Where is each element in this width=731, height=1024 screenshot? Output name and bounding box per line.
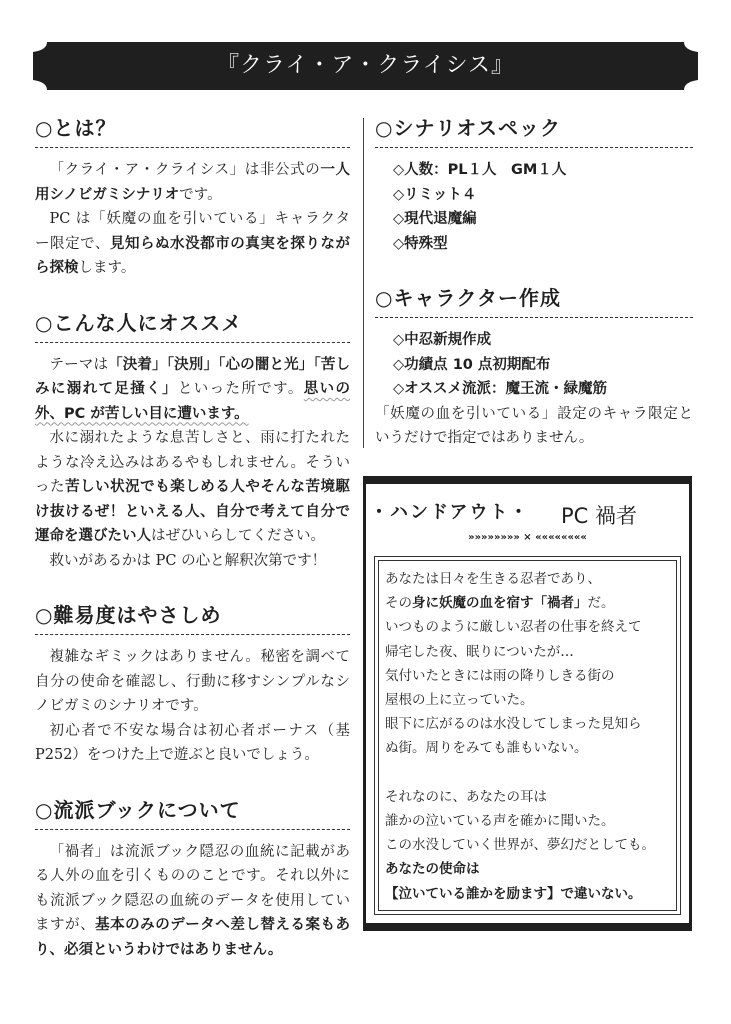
handout-line [385, 761, 670, 785]
right-column [375, 112, 693, 477]
text: いつものように厳しい忍者の仕事を終えて [385, 619, 642, 636]
handout-text [385, 567, 670, 906]
left-column [35, 112, 350, 988]
text: 水に溺れたような息苦しさと、雨に打たれたような冷え込みはあるやもしれません。そういった [35, 430, 350, 495]
character-item: ◇中忍新規作成 [393, 332, 492, 348]
title-banner [33, 42, 698, 90]
text: あなたは日々を生きる忍者であり、 [385, 571, 601, 587]
bold-underlined-text: 思いの外、PC が苦しい目に遭います。 [35, 381, 351, 422]
recommend-section [35, 307, 350, 574]
handout-line [385, 785, 670, 809]
text: 眼下に広がるのは水没してしまった見知ら [385, 716, 642, 733]
character-note: 「妖魔の血を引いている」設定のキャラ限定というだけで指定ではありません。 [375, 405, 693, 446]
text: です。 [179, 186, 222, 203]
handout-line [385, 640, 670, 664]
difficulty-heading: ○難易度はやさしめ [35, 599, 350, 635]
bold-text: 一人用シノビガミシナリオ [35, 162, 350, 203]
handout-pc-label: PC 禍者 [561, 504, 638, 528]
text: 帰宅した夜、眠りについたが… [385, 643, 574, 660]
handout-line [385, 688, 670, 712]
text: といった所です。 [177, 381, 304, 397]
recommend-heading: ○こんな人にオススメ [35, 307, 350, 343]
handout-line [385, 591, 670, 615]
character-item: ◇功績点 10 点初期配布 [393, 356, 551, 373]
spec-item: ◇人数：PL１人 GM１人 [393, 162, 567, 178]
text: テーマは [49, 356, 109, 373]
handout-text-frame [374, 556, 681, 915]
recommend-paragraph-2 [35, 426, 350, 549]
about-section [35, 112, 350, 281]
text: この水没していく世界が、夢幻だとしても。 [385, 837, 655, 854]
character-heading: ○キャラクター作成 [375, 282, 693, 318]
bold-text: 身に妖魔の血を宿す「禍者」 [412, 595, 588, 612]
handout-line [385, 857, 670, 881]
text: 気付いたときには雨の降りしきる街の [385, 667, 615, 684]
column-divider [363, 118, 364, 448]
handout-line [385, 833, 670, 857]
character-section [375, 282, 693, 451]
text: 「クライ・ア・クライシス」は非公式の [49, 162, 321, 178]
difficulty-paragraph-1: 複雑なギミックはありません。秘密を調べて自分の使命を確認し、行動に移すシンプルなシノビガミのシナリオです。 [35, 649, 350, 714]
bold-text: 【泣いている誰かを励ます】で違いない。 [385, 885, 642, 902]
bold-text: 苦しい状況でも楽しめる人やそんな苦境駆け抜けるぜ！といえる人、自分で考えて自分で運命を選びたい人 [35, 479, 351, 544]
about-paragraph-1 [35, 158, 350, 207]
about-paragraph-2 [35, 207, 350, 281]
handout-ornament: »»»»»»»» × «««««««« [468, 532, 587, 543]
text: 屋根の上に立っていた。 [385, 692, 534, 709]
handout-card [363, 476, 692, 931]
spec-item: ◇現代退魔編 [393, 211, 477, 227]
handout-line [385, 809, 670, 833]
handout-line [385, 712, 670, 736]
handout-line [385, 736, 670, 760]
recommend-paragraph-1 [35, 353, 350, 427]
bold-text: 見知らぬ水没都市の真実を探りながら探検 [35, 235, 350, 276]
difficulty-paragraph-2: 初心者で不安な場合は初心者ボーナス（基 P252）をつけた上で遊ぶと良いでしょう。 [35, 722, 350, 763]
text: それなのに、あなたの耳は [385, 788, 547, 805]
bold-text: 「決着」「決別」「心の闇と光」「苦しみに溺れて足掻く」 [35, 356, 351, 397]
spec-item: ◇リミット４ [393, 186, 477, 203]
page-title: 『クライ・ア・クライシス』 [216, 53, 515, 78]
bold-text: 基本のみのデータへ差し替える案もあり、必須というわけではありません。 [35, 917, 351, 958]
bold-text: あなたの使命は [385, 861, 480, 878]
handout-title: ・ハンドアウト・ [370, 502, 530, 523]
difficulty-section [35, 599, 350, 768]
handout-line [385, 615, 670, 639]
spec-item: ◇特殊型 [393, 235, 448, 252]
text: だ。 [587, 595, 615, 612]
text: PC は「妖魔の血を引いている」キャラクター限定で、 [35, 211, 350, 252]
handout-line [385, 882, 670, 906]
school-section [35, 794, 350, 963]
handout-line [385, 567, 670, 591]
text: その [385, 595, 412, 612]
character-item: ◇オススメ流派：魔王流・緑魔筋 [393, 381, 608, 397]
text: 「禍者」は流派ブック隠忍の血統に記載がある人外の血を引くもののことです。それ以外にも流派ブック隠忍の血統のデータを使用していますが、 [35, 843, 350, 933]
text: ぬ街。周りをみても誰もいない。 [385, 740, 588, 757]
spec-section [375, 112, 693, 256]
spec-heading: ○シナリオスペック [375, 112, 693, 148]
text: 誰かの泣いている声を確かに聞いた。 [385, 813, 615, 830]
text: はぜひいらしてください。 [151, 528, 325, 544]
text: します。 [78, 260, 136, 276]
school-heading: ○流派ブックについて [35, 794, 350, 830]
recommend-paragraph-3: 救いがあるかは PC の心と解釈次第です！ [49, 552, 327, 569]
school-paragraph-1 [35, 840, 350, 963]
handout-line [385, 664, 670, 688]
about-heading: ○とは？ [35, 112, 350, 148]
